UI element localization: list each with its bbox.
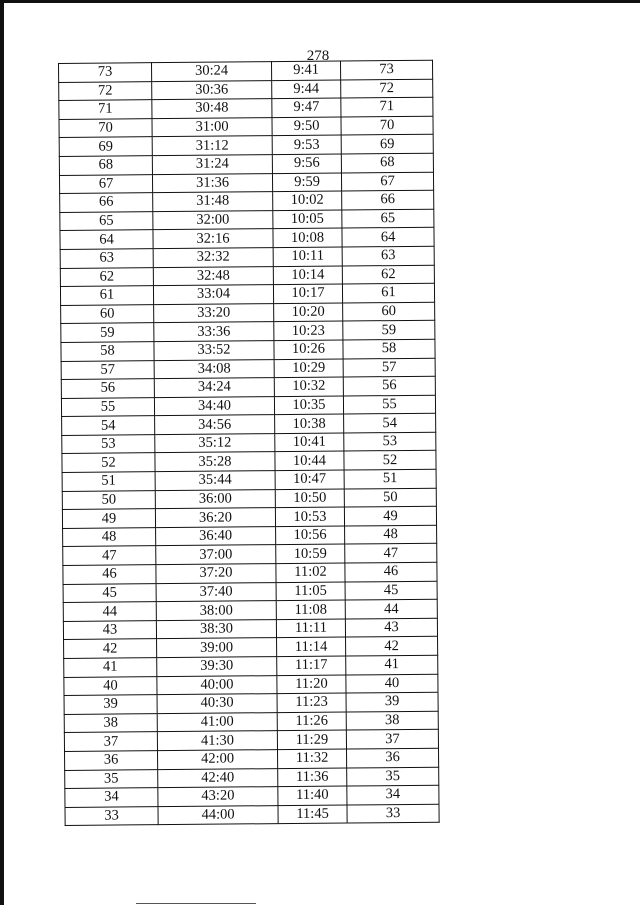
score-left-cell: 53 [62,435,155,454]
time-long-cell: 35:44 [155,471,275,491]
score-left-cell: 35 [65,769,158,788]
time-long-cell: 35:28 [155,452,275,472]
score-right-cell: 33 [347,804,439,823]
score-left-cell: 38 [64,713,157,732]
time-short-cell: 11:45 [278,805,347,824]
time-long-cell: 31:24 [152,155,272,175]
score-left-cell: 73 [59,63,152,82]
time-long-cell: 31:36 [152,173,272,193]
score-right-cell: 36 [346,748,438,767]
time-short-cell: 10:14 [273,266,342,285]
score-right-cell: 46 [345,562,437,581]
score-left-cell: 52 [62,453,155,472]
time-long-cell: 33:52 [154,341,274,361]
score-right-cell: 72 [341,79,433,98]
time-short-cell: 9:47 [272,98,341,117]
score-right-cell: 35 [347,767,439,786]
time-short-cell: 10:05 [273,210,342,229]
time-short-cell: 11:20 [277,675,346,694]
score-left-cell: 67 [59,174,152,193]
score-left-cell: 43 [63,620,156,639]
time-short-cell: 11:08 [276,600,345,619]
score-left-cell: 63 [60,249,153,268]
time-long-cell: 39:00 [157,638,277,658]
score-right-cell: 49 [344,506,436,525]
time-long-cell: 33:20 [154,303,274,323]
time-short-cell: 11:40 [278,786,347,805]
score-right-cell: 41 [346,655,438,674]
page-number-text: 278 [306,48,330,64]
score-left-cell: 66 [60,193,153,212]
scan-edge-left [0,0,4,905]
score-left-cell: 51 [62,472,155,491]
score-left-cell: 37 [64,732,157,751]
time-long-cell: 39:30 [157,657,277,677]
score-left-cell: 46 [63,565,156,584]
score-right-cell: 45 [345,581,437,600]
score-right-cell: 55 [343,395,435,414]
time-long-cell: 40:00 [157,675,277,695]
score-right-cell: 57 [343,358,435,377]
time-short-cell: 11:02 [276,563,345,582]
time-long-cell: 31:12 [152,136,272,156]
time-short-cell: 10:08 [273,228,342,247]
time-long-cell: 37:00 [156,545,276,565]
score-left-cell: 70 [59,118,152,137]
time-short-cell: 10:23 [274,321,343,340]
scan-artifact-line [136,903,256,904]
score-right-cell: 54 [344,413,436,432]
score-right-cell: 70 [341,116,433,135]
score-table-body [59,60,440,826]
score-left-cell: 57 [61,360,154,379]
time-short-cell: 10:26 [274,340,343,359]
score-left-cell: 48 [63,528,156,547]
score-right-cell: 64 [342,228,434,247]
time-long-cell: 30:24 [152,62,272,82]
time-long-cell: 35:12 [155,433,275,453]
time-short-cell: 10:11 [273,247,342,266]
score-left-cell: 36 [65,751,158,770]
score-right-cell: 39 [346,692,438,711]
time-long-cell: 32:48 [153,266,273,286]
time-long-cell: 43:20 [158,787,278,807]
time-long-cell: 38:00 [156,601,276,621]
time-short-cell: 11:14 [277,637,346,656]
score-right-cell: 65 [342,209,434,228]
score-left-cell: 49 [62,509,155,528]
score-left-cell: 44 [63,602,156,621]
score-table [58,60,440,827]
score-right-cell: 51 [344,469,436,488]
time-short-cell: 11:36 [278,768,347,787]
score-right-cell: 37 [346,730,438,749]
score-right-cell: 61 [342,283,434,302]
time-short-cell: 10:56 [276,526,345,545]
score-right-cell: 52 [344,451,436,470]
time-long-cell: 44:00 [158,805,278,825]
score-left-cell: 56 [61,379,154,398]
time-short-cell: 10:44 [275,451,344,470]
score-left-cell: 59 [61,323,154,342]
time-short-cell: 11:23 [277,693,346,712]
time-long-cell: 34:08 [154,359,274,379]
time-short-cell: 10:47 [275,470,344,489]
time-long-cell: 30:48 [152,99,272,119]
time-long-cell: 34:40 [154,396,274,416]
score-left-cell: 65 [60,211,153,230]
time-long-cell: 42:40 [158,768,278,788]
time-short-cell: 11:11 [276,619,345,638]
time-short-cell: 9:56 [272,154,341,173]
time-long-cell: 36:20 [155,508,275,528]
score-left-cell: 58 [61,342,154,361]
time-short-cell: 11:29 [277,730,346,749]
score-right-cell: 38 [346,711,438,730]
time-short-cell: 10:59 [276,544,345,563]
time-short-cell: 11:05 [276,582,345,601]
score-right-cell: 60 [343,302,435,321]
score-right-cell: 62 [342,265,434,284]
time-short-cell: 10:20 [274,303,343,322]
time-short-cell: 9:53 [272,135,341,154]
time-long-cell: 34:24 [154,378,274,398]
time-short-cell: 10:50 [275,489,344,508]
time-long-cell: 33:36 [154,322,274,342]
score-right-cell: 66 [342,190,434,209]
score-right-cell: 44 [345,599,437,618]
time-long-cell: 33:04 [153,285,273,305]
time-long-cell: 41:30 [157,731,277,751]
score-left-cell: 42 [64,639,157,658]
time-short-cell: 10:17 [273,284,342,303]
score-right-cell: 40 [346,674,438,693]
time-long-cell: 34:56 [155,415,275,435]
score-left-cell: 33 [65,806,158,825]
score-right-cell: 63 [342,246,434,265]
score-left-cell: 72 [59,81,152,100]
time-short-cell: 10:35 [274,396,343,415]
time-long-cell: 38:30 [156,619,276,639]
time-long-cell: 41:00 [157,712,277,732]
score-left-cell: 54 [62,416,155,435]
time-short-cell: 11:26 [277,712,346,731]
score-right-cell: 42 [346,637,438,656]
table-row [65,804,439,826]
time-long-cell: 31:00 [152,117,272,137]
time-short-cell: 11:17 [277,656,346,675]
time-short-cell: 10:41 [275,433,344,452]
score-right-cell: 58 [343,339,435,358]
time-long-cell: 32:16 [153,229,273,249]
score-left-cell: 61 [60,286,153,305]
score-right-cell: 53 [344,432,436,451]
scan-edge-top [0,0,640,3]
time-short-cell: 10:32 [274,377,343,396]
time-short-cell: 10:53 [275,507,344,526]
time-long-cell: 40:30 [157,694,277,714]
score-left-cell: 55 [61,397,154,416]
score-left-cell: 34 [65,788,158,807]
score-left-cell: 71 [59,100,152,119]
time-short-cell: 10:29 [274,359,343,378]
score-left-cell: 45 [63,583,156,602]
time-short-cell: 10:02 [273,191,342,210]
score-left-cell: 64 [60,230,153,249]
time-long-cell: 42:00 [158,750,278,770]
time-short-cell: 9:41 [271,61,340,80]
time-long-cell: 36:40 [156,526,276,546]
score-right-cell: 43 [345,618,437,637]
time-long-cell: 31:48 [153,192,273,212]
time-long-cell: 32:00 [153,210,273,230]
time-long-cell: 37:40 [156,582,276,602]
score-right-cell: 73 [340,60,432,79]
time-long-cell: 36:00 [155,489,275,509]
time-short-cell: 10:38 [275,414,344,433]
score-left-cell: 62 [60,267,153,286]
time-long-cell: 32:32 [153,248,273,268]
score-right-cell: 47 [345,544,437,563]
score-right-cell: 34 [347,785,439,804]
score-right-cell: 48 [345,525,437,544]
score-right-cell: 56 [343,376,435,395]
score-left-cell: 50 [62,490,155,509]
time-short-cell: 9:44 [272,80,341,99]
score-left-cell: 60 [61,304,154,323]
score-right-cell: 69 [341,135,433,154]
time-short-cell: 11:32 [277,749,346,768]
time-short-cell: 9:59 [272,173,341,192]
score-right-cell: 59 [343,321,435,340]
score-right-cell: 67 [341,172,433,191]
score-right-cell: 50 [344,488,436,507]
score-right-cell: 71 [341,97,433,116]
score-left-cell: 68 [59,156,152,175]
score-left-cell: 47 [63,546,156,565]
score-left-cell: 69 [59,137,152,156]
time-short-cell: 9:50 [272,117,341,136]
time-long-cell: 30:36 [152,80,272,100]
score-left-cell: 40 [64,676,157,695]
score-right-cell: 68 [341,153,433,172]
score-left-cell: 39 [64,695,157,714]
score-left-cell: 41 [64,658,157,677]
time-long-cell: 37:20 [156,564,276,584]
